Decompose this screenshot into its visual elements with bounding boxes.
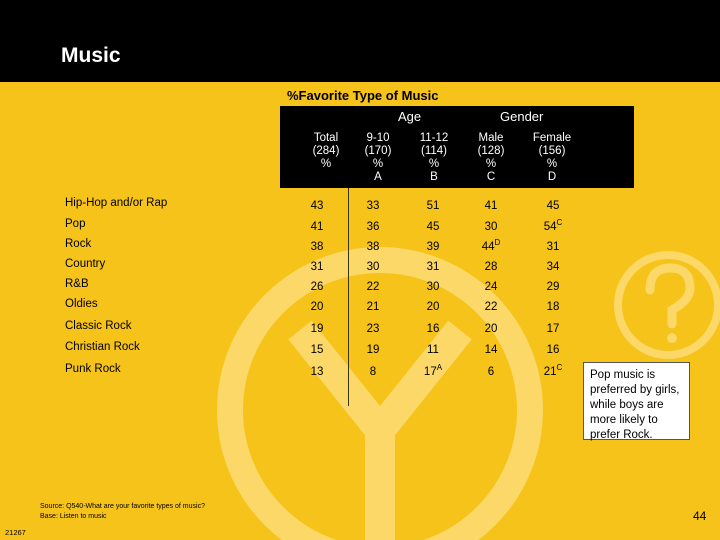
- title-bar: [0, 0, 720, 82]
- slide-title: Music: [61, 44, 121, 67]
- cell-total: 26: [310, 281, 324, 293]
- cell-age-9-10: 23: [366, 323, 380, 335]
- row-label: Pop: [65, 218, 86, 230]
- cell-female: 31: [546, 241, 560, 253]
- row-label: Country: [65, 258, 106, 270]
- cell-age-11-12: 39: [426, 241, 440, 253]
- row-label: Hip-Hop and/or Rap: [65, 197, 168, 209]
- significance-marker: D: [494, 238, 501, 247]
- cell-female: 34: [546, 261, 560, 273]
- cell-male: 30: [484, 221, 498, 233]
- cell-total: 20: [310, 301, 324, 313]
- cell-female: $21^C$: [543, 363, 563, 378]
- cell-male: 41: [484, 200, 498, 212]
- cell-age-9-10: 21: [366, 301, 380, 313]
- row-label: Christian Rock: [65, 341, 140, 353]
- cell-total: 31: [310, 261, 324, 273]
- cell-female: $54^C$: [543, 218, 563, 233]
- row-label: R&B: [65, 278, 89, 290]
- cell-total: 41: [310, 221, 324, 233]
- column-header-total: Total (284) %: [312, 132, 340, 170]
- cell-total: 13: [310, 366, 324, 378]
- gender-group-label: Gender: [500, 109, 544, 124]
- significance-marker: A: [436, 363, 443, 372]
- cell-female: 45: [546, 200, 560, 212]
- cell-age-9-10: 36: [366, 221, 380, 233]
- cell-male: 22: [484, 301, 498, 313]
- cell-female: 17: [546, 323, 560, 335]
- table-title: %Favorite Type of Music: [287, 88, 439, 103]
- row-label: Oldies: [65, 298, 98, 310]
- cell-total: 15: [310, 344, 324, 356]
- source-note: Source: Q540-What are your favorite types of music? Base: Listen to music: [40, 503, 205, 520]
- cell-female: 18: [546, 301, 560, 313]
- cell-total: 43: [310, 200, 324, 212]
- cell-male: 28: [484, 261, 498, 273]
- cell-male: $44^D$: [481, 238, 501, 253]
- cell-male: 24: [484, 281, 498, 293]
- cell-age-11-12: 20: [426, 301, 440, 313]
- column-header-female: Female (156) % D: [532, 132, 572, 183]
- document-code: 21267: [5, 528, 26, 537]
- cell-age-9-10: 30: [366, 261, 380, 273]
- cell-age-9-10: 22: [366, 281, 380, 293]
- callout-box: Pop music is preferred by girls, while boys are more likely to prefer Rock.: [583, 362, 690, 440]
- cell-age-9-10: 19: [366, 344, 380, 356]
- significance-marker: C: [556, 363, 563, 372]
- cell-total: 19: [310, 323, 324, 335]
- column-header-age-9-10: 9-10 (170) % A: [364, 132, 392, 183]
- cell-age-9-10: 8: [369, 366, 377, 378]
- cell-age-11-12: 11: [427, 344, 439, 356]
- row-label: Punk Rock: [65, 363, 121, 375]
- cell-female: 16: [546, 344, 560, 356]
- cell-total: 38: [310, 241, 324, 253]
- cell-age-11-12: 45: [426, 221, 440, 233]
- cell-male: 20: [484, 323, 498, 335]
- page-number: 44: [693, 509, 707, 523]
- cell-male: 6: [487, 366, 495, 378]
- cell-male: 14: [484, 344, 498, 356]
- cell-age-9-10: 33: [366, 200, 380, 212]
- cell-age-11-12: 16: [426, 323, 440, 335]
- cell-age-11-12: 30: [426, 281, 440, 293]
- cell-age-11-12: 31: [426, 261, 440, 273]
- cell-age-11-12: $17^A$: [423, 363, 443, 378]
- column-header-male: Male (128) % C: [477, 132, 505, 183]
- cell-age-11-12: 51: [426, 200, 440, 212]
- cell-female: 29: [546, 281, 560, 293]
- row-label: Classic Rock: [65, 320, 132, 332]
- cell-age-9-10: 38: [366, 241, 380, 253]
- significance-marker: C: [556, 218, 563, 227]
- column-header-age-11-12: 11-12 (114) % B: [419, 132, 449, 183]
- age-group-label: Age: [398, 109, 422, 124]
- row-label: Rock: [65, 238, 92, 250]
